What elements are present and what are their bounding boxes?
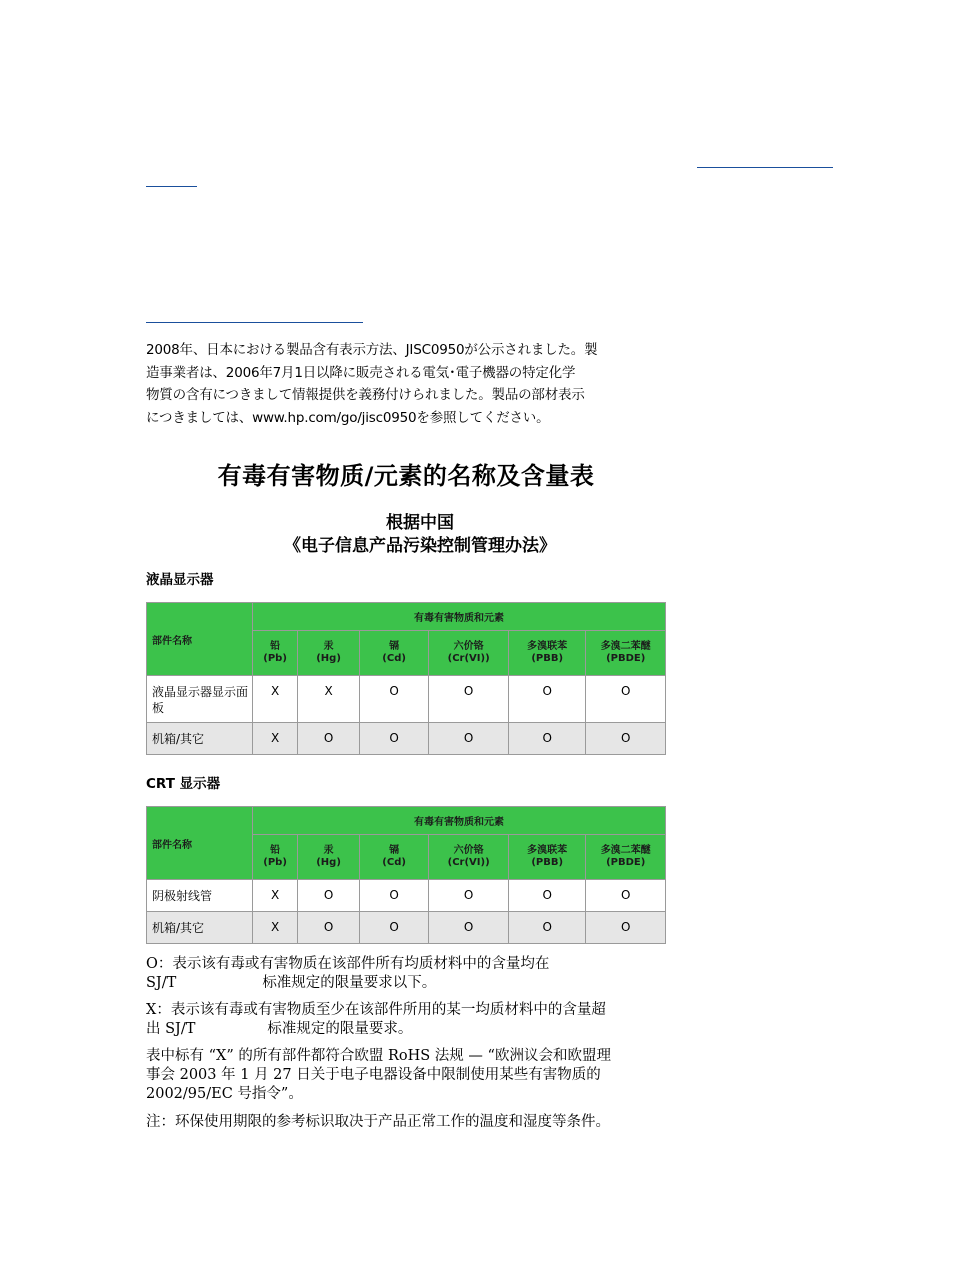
link-underline-top-left[interactable] <box>146 186 197 187</box>
value-cell: O <box>359 676 428 723</box>
japanese-disclosure-paragraph <box>146 339 616 429</box>
value-cell: O <box>298 912 360 944</box>
table-row <box>147 723 666 755</box>
part-name-header: 部件名称 <box>147 807 253 880</box>
hazard-table-lcd <box>146 602 666 755</box>
value-cell: O <box>429 676 509 723</box>
link-underline-middle[interactable] <box>146 322 363 323</box>
column-header-pbb: 多溴联苯 (PBB) <box>508 631 585 676</box>
value-cell: O <box>508 676 585 723</box>
value-cell: O <box>586 676 666 723</box>
note-line: 出 SJ/T 标准规定的限量要求。 <box>146 1021 413 1037</box>
part-name-cell: 机箱/其它 <box>147 912 253 944</box>
section-label-lcd: 液晶显示器 <box>146 572 214 588</box>
value-cell: X <box>252 676 297 723</box>
column-header-pb: 铅 (Pb) <box>252 835 297 880</box>
part-name-cell: 液晶显示器显示面板 <box>147 676 253 723</box>
table-row <box>147 676 666 723</box>
value-cell: O <box>429 880 509 912</box>
note-line: 事会 2003 年 1 月 27 日关于电子电器设备中限制使用某些有害物质的 <box>146 1067 601 1083</box>
note-line: X：表示该有毒或有害物质至少在该部件所用的某一均质材料中的含量超 <box>146 1002 606 1018</box>
column-header-hg: 汞 (Hg) <box>298 835 360 880</box>
jp-line: 造事業者は、2006年7月1日以降に販売される電気･電子機器の特定化学 <box>146 364 576 381</box>
value-cell: O <box>359 723 428 755</box>
column-header-cd: 镉 (Cd) <box>359 835 428 880</box>
column-header-cd: 镉 (Cd) <box>359 631 428 676</box>
note-line: SJ/T 标准规定的限量要求以下。 <box>146 975 437 991</box>
hazard-table-crt <box>146 806 666 944</box>
value-cell: O <box>586 912 666 944</box>
part-name-cell: 机箱/其它 <box>147 723 253 755</box>
part-name-cell: 阴极射线管 <box>147 880 253 912</box>
value-cell: O <box>429 723 509 755</box>
value-cell: O <box>586 880 666 912</box>
value-cell: O <box>429 912 509 944</box>
column-header-cr6: 六价铬 (Cr(VI)) <box>429 631 509 676</box>
note-line: 2002/95/EC 号指令”。 <box>146 1086 303 1102</box>
value-cell: X <box>252 723 297 755</box>
value-cell: X <box>298 676 360 723</box>
subtitle-line-2: 《电子信息产品污染控制管理办法》 <box>284 536 556 556</box>
section-label-crt: CRT 显示器 <box>146 776 221 792</box>
value-cell: X <box>252 912 297 944</box>
column-header-pbb: 多溴联苯 (PBB) <box>508 835 585 880</box>
value-cell: O <box>508 912 585 944</box>
value-cell: X <box>252 880 297 912</box>
part-name-header: 部件名称 <box>147 603 253 676</box>
value-cell: O <box>359 912 428 944</box>
note-o-meaning <box>146 955 676 993</box>
column-header-cr6: 六价铬 (Cr(VI)) <box>429 835 509 880</box>
subtitle-line-1: 根据中国 <box>386 513 454 533</box>
substance-group-header: 有毒有害物质和元素 <box>252 603 665 631</box>
link-underline-top-right[interactable] <box>697 167 833 168</box>
note-line: O：表示该有毒或有害物质在该部件所有均质材料中的含量均在 <box>146 956 550 972</box>
value-cell: O <box>508 880 585 912</box>
note-x-meaning <box>146 1001 676 1039</box>
note-rohs-compliance <box>146 1047 676 1104</box>
value-cell: O <box>298 880 360 912</box>
column-header-pbde: 多溴二苯醚 (PBDE) <box>586 631 666 676</box>
note-remark: 注：环保使用期限的参考标识取决于产品正常工作的温度和湿度等条件。 <box>146 1114 610 1130</box>
jp-line: につきましては、www.hp.com/go/jisc0950を参照してください。 <box>146 409 550 426</box>
jp-line: 2008年、日本における製品含有表示方法、JISC0950が公示されました。製 <box>146 342 598 358</box>
value-cell: O <box>508 723 585 755</box>
note-line: 表中标有 “X” 的所有部件都符合欧盟 RoHS 法规 — “欧洲议会和欧盟理 <box>146 1048 611 1064</box>
value-cell: O <box>586 723 666 755</box>
table-row <box>147 912 666 944</box>
jp-line: 物質の含有につきまして情報提供を義務付けられました。製品の部材表示 <box>146 387 585 403</box>
substance-group-header: 有毒有害物质和元素 <box>252 807 665 835</box>
column-header-pbde: 多溴二苯醚 (PBDE) <box>586 835 666 880</box>
column-header-hg: 汞 (Hg) <box>298 631 360 676</box>
main-title: 有毒有害物质/元素的名称及含量表 <box>217 462 595 490</box>
value-cell: O <box>359 880 428 912</box>
table-row <box>147 880 666 912</box>
column-header-pb: 铅 (Pb) <box>252 631 297 676</box>
value-cell: O <box>298 723 360 755</box>
